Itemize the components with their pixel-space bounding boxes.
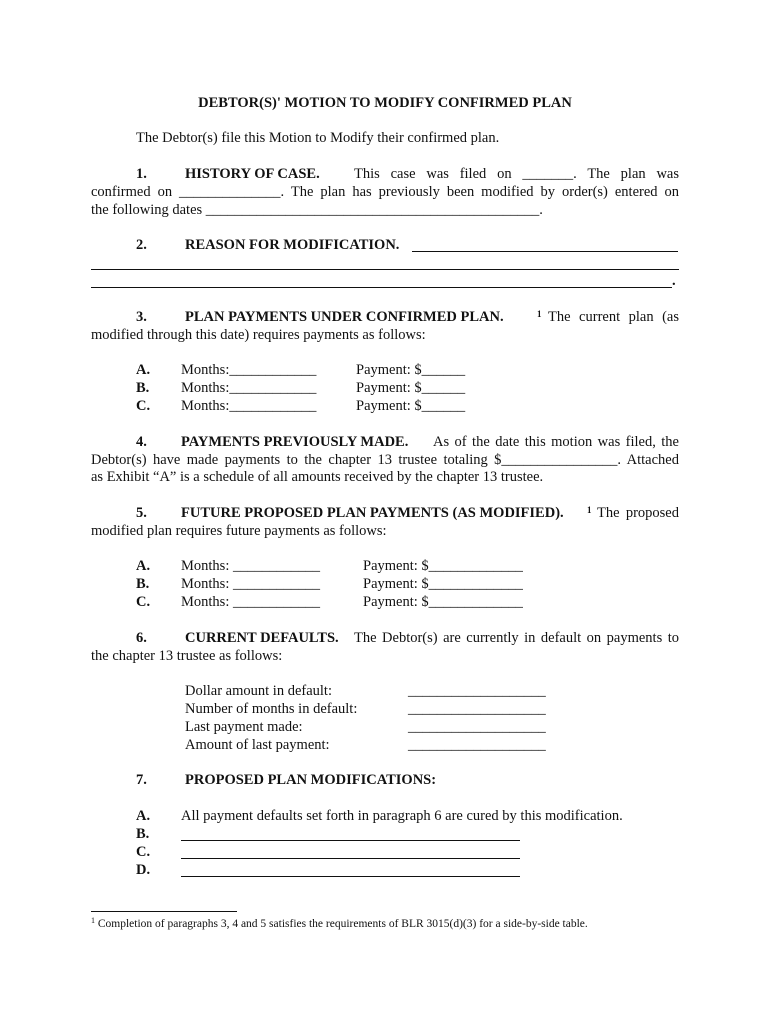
row-label: A. [136, 362, 151, 378]
blank-line [412, 251, 678, 252]
row-label: B. [136, 380, 150, 396]
months-field: Months: ____________ [181, 594, 320, 610]
row-label: B. [136, 576, 150, 592]
months-field: Months:____________ [181, 380, 317, 396]
footnote-text: Completion of paragraphs 3, 4 and 5 satisfies the requirements of BLR 3015(d)(3) for a side-by-side table. [97, 918, 588, 930]
section-number: 2. [136, 237, 147, 253]
section-text: the chapter 13 trustee as follows: [91, 648, 283, 664]
payment-field: Payment: $_____________ [363, 576, 523, 592]
months-field: Months:____________ [181, 398, 317, 414]
section-text: The current plan (as [548, 309, 679, 325]
blank-line [181, 858, 520, 859]
period-mark: . [672, 273, 676, 289]
default-blank: ___________________ [408, 737, 546, 753]
blank-line [91, 287, 672, 288]
payment-field: Payment: $______ [356, 380, 466, 396]
section-text: The Debtor(s) are currently in default on payments to [354, 630, 679, 646]
section-heading: FUTURE PROPOSED PLAN PAYMENTS (AS MODIFIED). [181, 505, 564, 521]
section-number: 3. [136, 309, 147, 325]
default-label: Last payment made: [185, 719, 303, 735]
section-heading: PAYMENTS PREVIOUSLY MADE. [181, 434, 409, 450]
section-number: 4. [136, 434, 147, 450]
payment-field: Payment: $_____________ [363, 594, 523, 610]
payment-field: Payment: $_____________ [363, 558, 523, 574]
payment-field: Payment: $______ [356, 398, 466, 414]
footnote-separator [91, 911, 237, 912]
footnote-ref: 1 [587, 505, 592, 515]
item-label: B. [136, 826, 150, 842]
section-heading: PLAN PAYMENTS UNDER CONFIRMED PLAN. [185, 309, 504, 325]
months-field: Months: ____________ [181, 576, 320, 592]
row-label: A. [136, 558, 151, 574]
default-label: Amount of last payment: [185, 737, 330, 753]
section-heading: HISTORY OF CASE. [185, 166, 320, 182]
section-text: the following dates ______________________________________________. [91, 202, 543, 218]
section-text: Debtor(s) have made payments to the chapter 13 trustee totaling $________________. Attached [91, 452, 679, 468]
item-label: A. [136, 808, 151, 824]
section-text: The proposed [597, 505, 679, 521]
months-field: Months: ____________ [181, 558, 320, 574]
months-field: Months:____________ [181, 362, 317, 378]
section-heading: PROPOSED PLAN MODIFICATIONS: [185, 772, 437, 788]
blank-line [181, 840, 520, 841]
footnote-number: 1 [91, 916, 95, 925]
default-label: Number of months in default: [185, 701, 358, 717]
default-blank: ___________________ [408, 701, 546, 717]
footnote-ref: 1 [537, 309, 542, 319]
default-label: Dollar amount in default: [185, 683, 332, 699]
section-number: 5. [136, 505, 147, 521]
default-blank: ___________________ [408, 719, 546, 735]
item-label: D. [136, 862, 151, 878]
section-number: 6. [136, 630, 147, 646]
intro-text: The Debtor(s) file this Motion to Modify their confirmed plan. [136, 130, 500, 146]
section-text: as Exhibit “A” is a schedule of all amounts received by the chapter 13 trustee. [91, 469, 544, 485]
row-label: C. [136, 398, 151, 414]
item-text: All payment defaults set forth in paragraph 6 are cured by this modification. [181, 808, 623, 824]
item-label: C. [136, 844, 151, 860]
section-number: 7. [136, 772, 147, 788]
document-title: DEBTOR(S)' MOTION TO MODIFY CONFIRMED PLAN [198, 95, 572, 111]
section-text: confirmed on ______________. The plan has previously been modified by order(s) entered on [91, 184, 679, 200]
footnote [91, 916, 588, 930]
section-number: 1. [136, 166, 147, 182]
section-heading: CURRENT DEFAULTS. [185, 630, 339, 646]
payment-field: Payment: $______ [356, 362, 466, 378]
section-text: This case was filed on _______. The plan was [354, 166, 679, 182]
default-blank: ___________________ [408, 683, 546, 699]
blank-line [181, 876, 520, 877]
blank-line [91, 269, 679, 270]
section-heading: REASON FOR MODIFICATION. [185, 237, 400, 253]
section-text: modified through this date) requires payments as follows: [91, 327, 426, 343]
section-text: As of the date this motion was filed, the [433, 434, 679, 450]
section-text: modified plan requires future payments as follows: [91, 523, 387, 539]
row-label: C. [136, 594, 151, 610]
